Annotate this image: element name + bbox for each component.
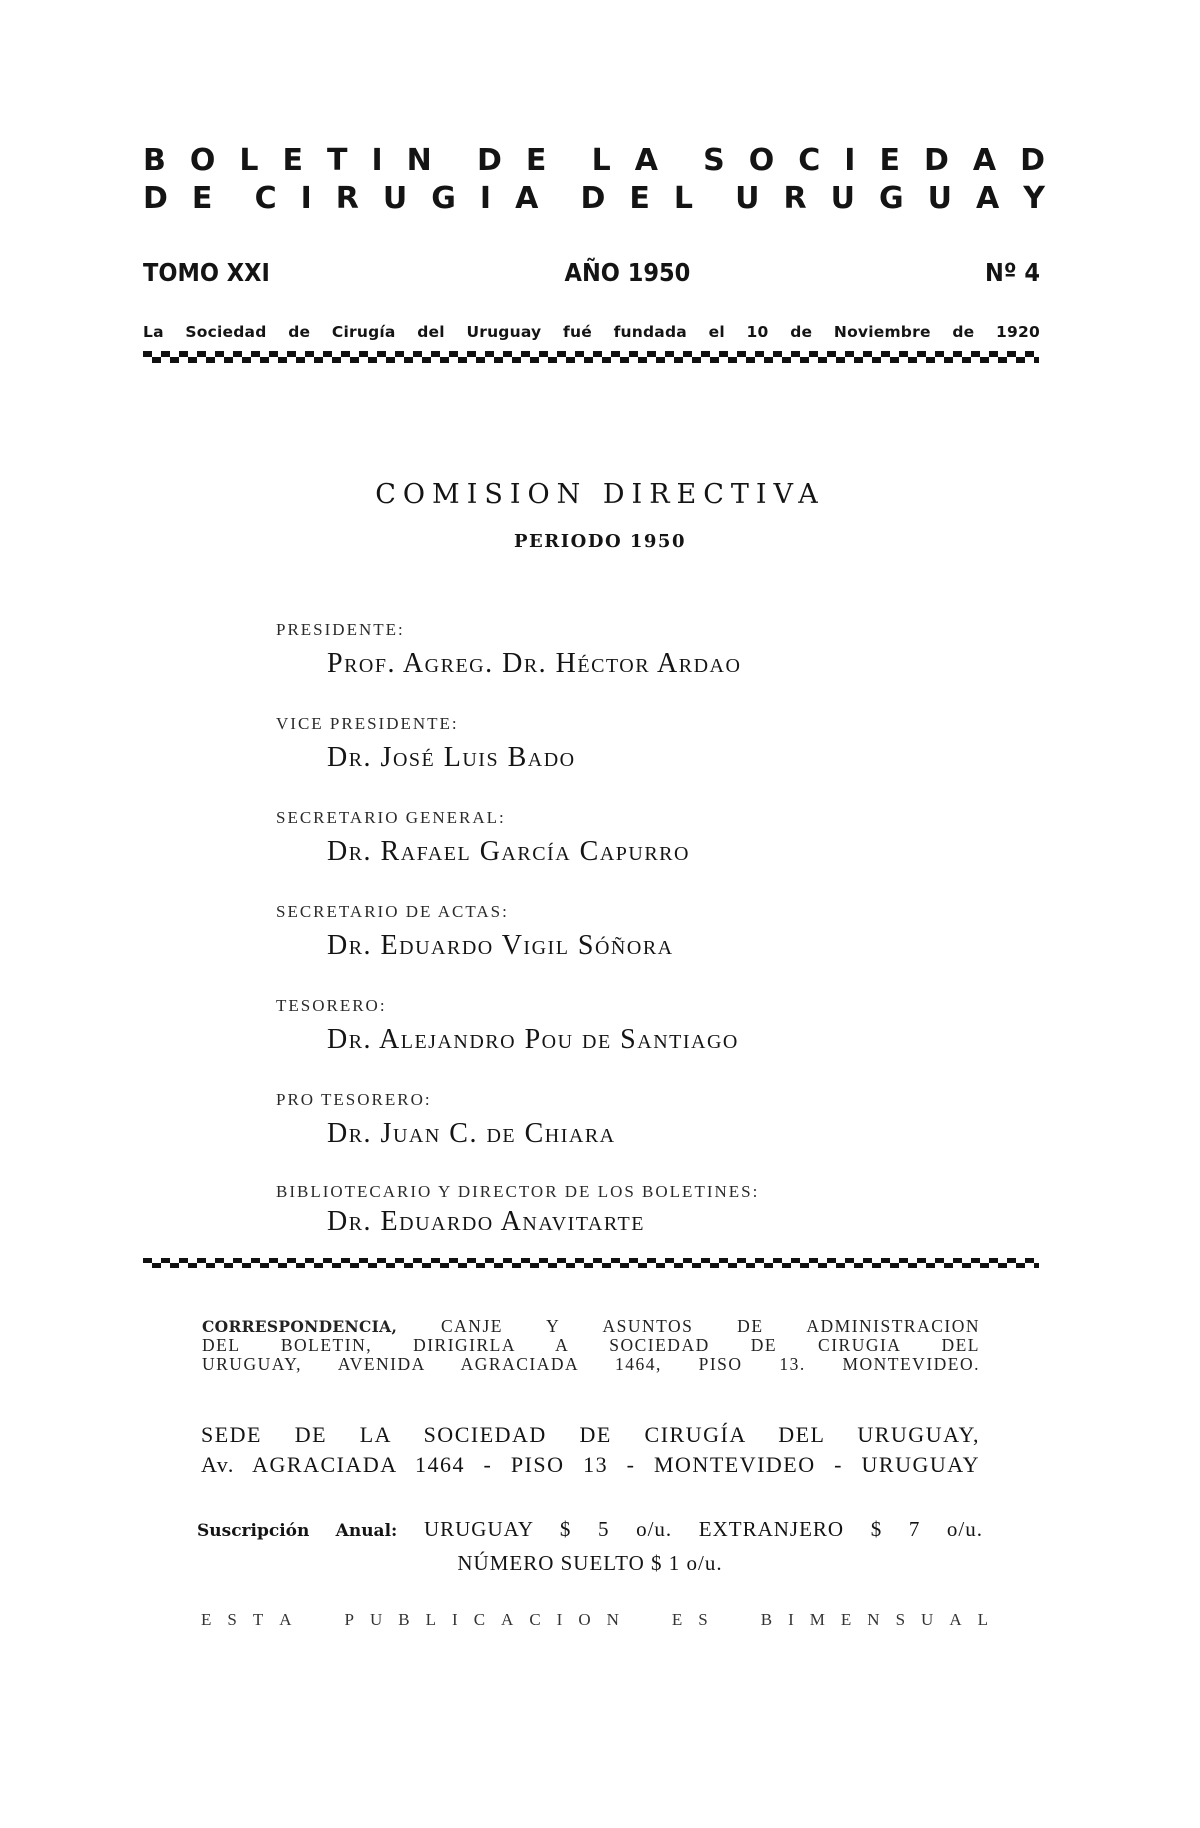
address-line: SEDE DE LA SOCIEDAD DE CIRUGÍA DEL URUGUAY, <box>201 1422 980 1447</box>
title-word: U R U G U A Y <box>735 181 1045 216</box>
correspondence-notice <box>202 1317 980 1374</box>
title-word: B O L E T I N <box>143 143 432 178</box>
role-label: VICE PRESIDENTE: <box>276 714 459 733</box>
frequency-word: E S <box>671 1610 708 1629</box>
member-name: Dr. Rafael García Capurro <box>327 836 690 867</box>
role-label: PRO TESORERO: <box>276 1090 432 1109</box>
title-word: S O C I E D A D <box>703 143 1045 178</box>
journal-title-line-2 <box>143 181 1045 216</box>
role-label: PRESIDENTE: <box>276 620 405 639</box>
member-name: Dr. Eduardo Anavitarte <box>327 1206 645 1237</box>
committee-title: COMISION DIRECTIVA <box>375 479 825 510</box>
issue-info-row <box>143 259 1040 287</box>
correspondence-text: URUGUAY, AVENIDA AGRACIADA 1464, PISO 13. MONTEVIDEO. <box>202 1354 980 1374</box>
role-label: SECRETARIO DE ACTAS: <box>276 902 509 921</box>
title-word: D E L <box>580 181 693 216</box>
title-word: D E <box>143 181 213 216</box>
frequency-word: B I M E N S U A L <box>760 1610 988 1629</box>
subscription-prices: URUGUAY $ 5 o/u. EXTRANJERO $ 7 o/u. <box>423 1517 984 1541</box>
role-label: SECRETARIO GENERAL: <box>276 808 506 827</box>
subscription-lead: Suscripción Anual: <box>197 1521 398 1541</box>
title-word: C I R U G I A <box>254 181 539 216</box>
address-line: Av. AGRACIADA 1464 - PISO 13 - MONTEVIDEO - URUGUAY <box>201 1452 980 1477</box>
society-address <box>201 1420 980 1480</box>
correspondence-lead: CORRESPONDENCIA, <box>202 1317 398 1336</box>
member-name: Prof. Agreg. Dr. Héctor Ardao <box>327 648 742 679</box>
subscription-info <box>197 1513 983 1579</box>
issue-number: Nº 4 <box>985 258 1040 287</box>
role-label: BIBLIOTECARIO Y DIRECTOR DE LOS BOLETINES: <box>276 1182 760 1201</box>
member-name: Dr. Alejandro Pou de Santiago <box>327 1024 739 1055</box>
journal-title-line-1 <box>143 143 1045 178</box>
publication-frequency <box>201 1610 988 1630</box>
correspondence-text: CANJE Y ASUNTOS DE ADMINISTRACION <box>441 1316 980 1336</box>
member-name: Dr. Eduardo Vigil Sóñora <box>327 930 674 961</box>
member-name: Dr. Juan C. de Chiara <box>327 1118 616 1149</box>
frequency-word: P U B L I C A C I O N <box>344 1610 619 1629</box>
founding-note: La Sociedad de Cirugía del Uruguay fué fundada el 10 de Noviembre de 1920 <box>143 323 1040 341</box>
correspondence-text: DEL BOLETIN, DIRIGIRLA A SOCIEDAD DE CIRUGIA DEL <box>202 1335 980 1355</box>
member-name: Dr. José Luis Bado <box>327 742 576 773</box>
volume-label: TOMO XXI <box>143 258 270 287</box>
title-word: L A <box>591 143 658 178</box>
frequency-word: E S T A <box>201 1610 292 1629</box>
title-word: D E <box>476 143 547 178</box>
checkered-divider-bottom <box>143 1258 1039 1268</box>
role-label: TESORERO: <box>276 996 387 1015</box>
year-label: AÑO 1950 <box>564 258 691 287</box>
checkered-divider-top <box>143 351 1039 363</box>
committee-period: PERIODO 1950 <box>514 531 686 552</box>
single-issue-price: NÚMERO SUELTO $ 1 o/u. <box>457 1551 723 1575</box>
